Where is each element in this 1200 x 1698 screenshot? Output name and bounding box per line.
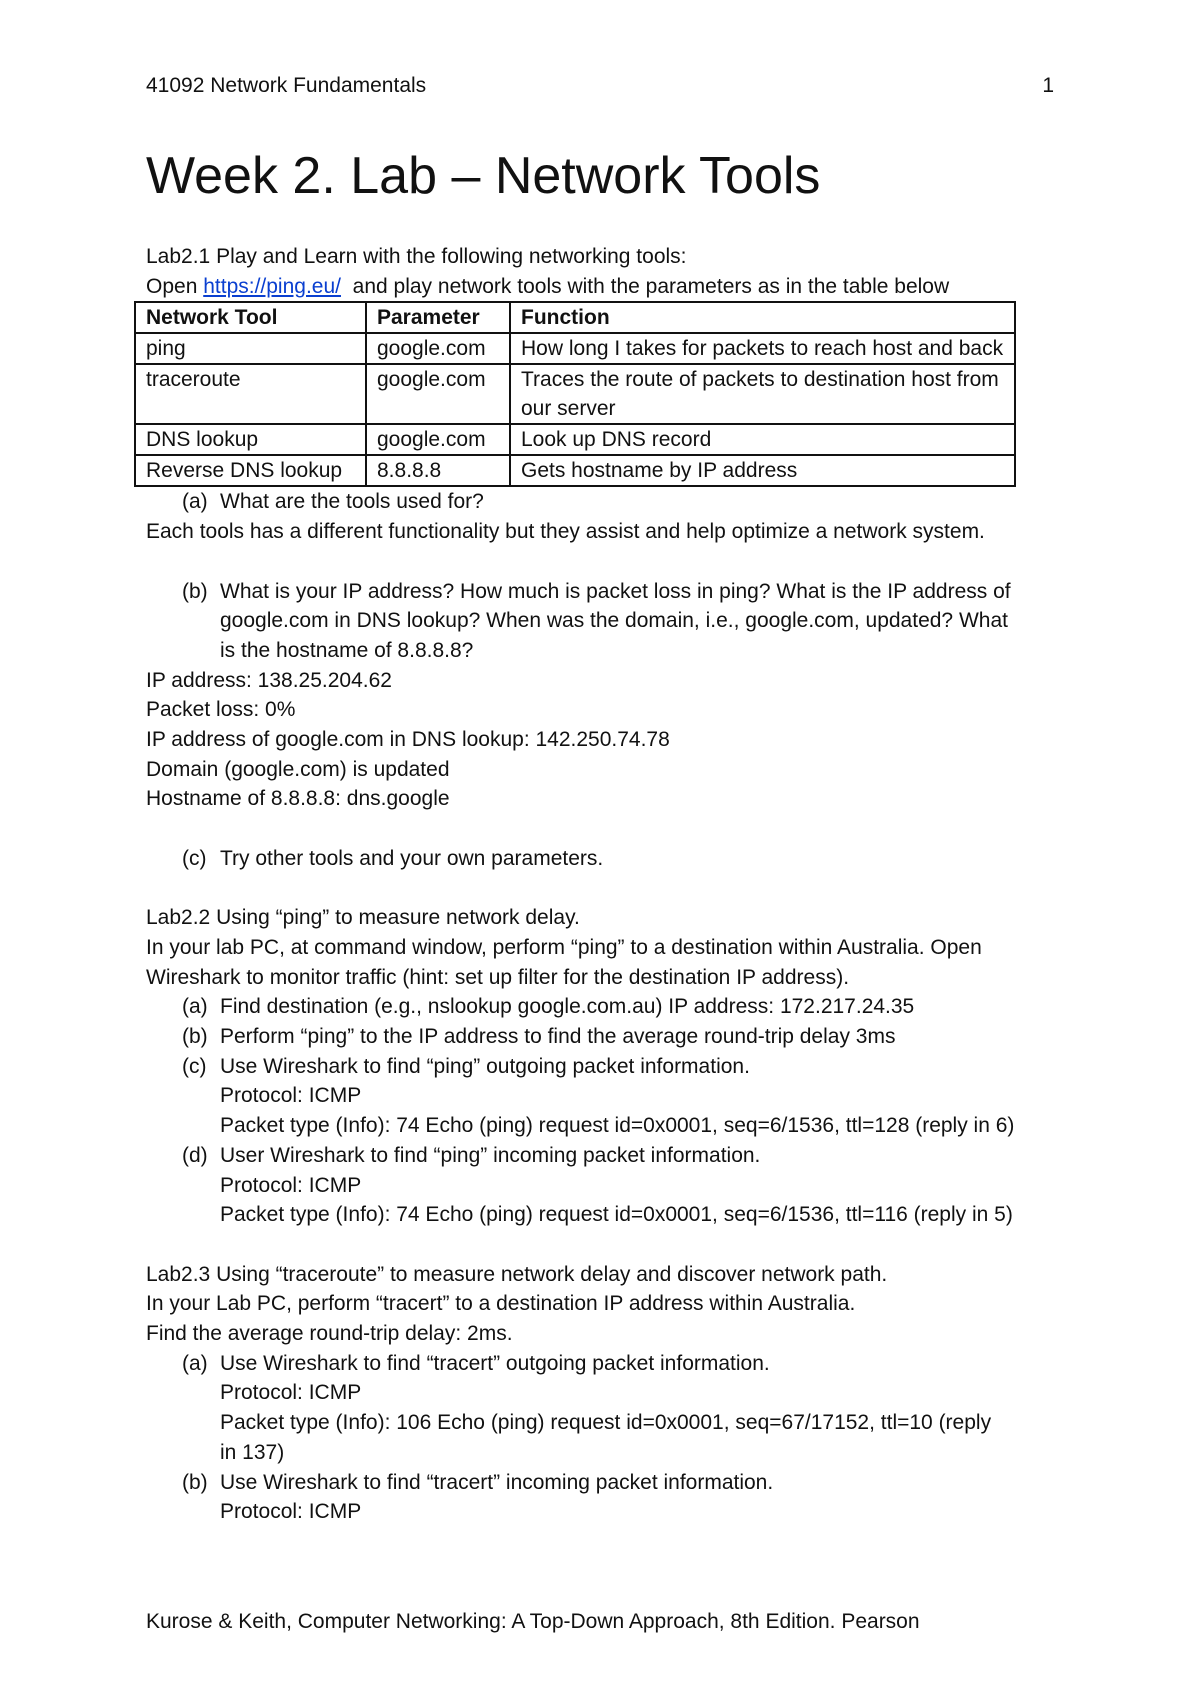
table-row: [135, 424, 1015, 455]
table-row: [135, 455, 1015, 486]
table-header-cell: Function: [510, 302, 1015, 333]
item-label: (d): [182, 1143, 208, 1167]
table-cell: Traces the route of packets to destination host from our server: [510, 364, 1015, 424]
table-cell: DNS lookup: [135, 424, 366, 455]
lab22-item-c: [146, 1052, 1066, 1082]
lab23-b-protocol: Protocol: ICMP: [220, 1500, 362, 1524]
lab22-c-packet: Packet type (Info): 74 Echo (ping) request id=0x0001, seq=6/1536, ttl=128 (reply in 6): [220, 1114, 1015, 1138]
table-row: [135, 364, 1015, 424]
item-text: User Wireshark to find “ping” incoming packet information.: [220, 1143, 761, 1167]
lab22-heading: Lab2.2 Using “ping” to measure network delay.: [146, 906, 580, 930]
table-cell: Gets hostname by IP address: [510, 455, 1015, 486]
table-cell: google.com: [366, 333, 510, 364]
document-body: [146, 242, 1066, 1527]
item-label: (c): [182, 1054, 207, 1078]
lab23-a-protocol: Protocol: ICMP: [220, 1381, 362, 1405]
lab23-heading: Lab2.3 Using “traceroute” to measure network delay and discover network path.: [146, 1262, 888, 1286]
page-title: Week 2. Lab – Network Tools: [146, 147, 821, 205]
table-cell: ping: [135, 333, 366, 364]
spacer: [146, 1230, 1066, 1260]
table-cell: traceroute: [135, 364, 366, 424]
page-footer: Kurose & Keith, Computer Networking: A Top-Down Approach, 8th Edition. Pearson: [146, 1610, 920, 1633]
table-cell: Look up DNS record: [510, 424, 1015, 455]
network-tools-table: [134, 301, 1016, 487]
open-suffix: and play network tools with the parameters as in the table below: [352, 274, 950, 298]
answer-a: Each tools has a different functionality but they assist and help optimize a network system.: [146, 520, 985, 544]
lab22-item-a: [146, 992, 1066, 1022]
item-text: Use Wireshark to find “tracert” incoming packet information.: [220, 1470, 774, 1494]
item-label: (a): [182, 490, 208, 514]
lab23-intro: In your Lab PC, perform “tracert” to a destination IP address within Australia.: [146, 1292, 856, 1316]
question-text: Try other tools and your own parameters.: [220, 846, 604, 870]
lab21-intro: Lab2.1 Play and Learn with the following networking tools:: [146, 245, 687, 268]
item-label: (a): [182, 1351, 208, 1375]
page-header: [146, 74, 1054, 104]
spacer: [146, 874, 1066, 904]
table-header-row: [135, 302, 1015, 333]
question-a: [146, 487, 1066, 517]
table-cell: How long I takes for packets to reach host and back: [510, 333, 1015, 364]
question-text-line: google.com in DNS lookup? When was the domain, i.e., google.com, updated? What: [220, 609, 1008, 633]
lab23-item-a: [146, 1349, 1066, 1379]
course-title: 41092 Network Fundamentals: [146, 74, 427, 97]
table-cell: google.com: [366, 424, 510, 455]
open-prefix: Open: [146, 274, 198, 298]
question-b: [146, 577, 1066, 666]
lab23-a-packet-cont: in 137): [220, 1440, 285, 1464]
lab23-item-b: [146, 1468, 1066, 1498]
item-label: (b): [182, 1470, 208, 1494]
table-header-cell: Network Tool: [135, 302, 366, 333]
answer-domain: Domain (google.com) is updated: [146, 757, 450, 781]
question-c: [146, 844, 1066, 874]
item-label: (a): [182, 995, 208, 1019]
spacer: [146, 547, 1066, 577]
item-text: Find destination (e.g., nslookup google.com.au) IP address: 172.217.24.35: [220, 995, 915, 1019]
table-cell: 8.8.8.8: [366, 455, 510, 486]
question-text: What are the tools used for?: [220, 490, 484, 514]
spacer: [146, 814, 1066, 844]
question-text-line: is the hostname of 8.8.8.8?: [220, 638, 474, 662]
lab22-item-b: [146, 1022, 1066, 1052]
table-header-cell: Parameter: [366, 302, 510, 333]
table-cell: google.com: [366, 364, 510, 424]
item-text: Perform “ping” to the IP address to find the average round-trip delay 3ms: [220, 1025, 896, 1049]
item-text: Use Wireshark to find “ping” outgoing packet information.: [220, 1054, 750, 1078]
lab22-c-protocol: Protocol: ICMP: [220, 1084, 362, 1108]
lab22-intro: In your lab PC, at command window, perform “ping” to a destination within Australia. Open: [146, 935, 982, 959]
answer-hostname: Hostname of 8.8.8.8: dns.google: [146, 787, 450, 811]
item-label: (c): [182, 846, 207, 870]
answer-packet-loss: Packet loss: 0%: [146, 698, 296, 722]
lab22-intro: Wireshark to monitor traffic (hint: set up filter for the destination IP address).: [146, 965, 850, 989]
lab23-a-packet: Packet type (Info): 106 Echo (ping) request id=0x0001, seq=67/17152, ttl=10 (reply: [220, 1411, 992, 1435]
table-cell: Reverse DNS lookup: [135, 455, 366, 486]
item-label: (b): [182, 1025, 208, 1049]
item-text: Use Wireshark to find “tracert” outgoing packet information.: [220, 1351, 770, 1375]
item-label: (b): [182, 579, 208, 603]
question-text-line: What is your IP address? How much is packet loss in ping? What is the IP address of: [220, 579, 1011, 603]
lab21-open-line: [146, 272, 1066, 302]
ping-eu-link[interactable]: https://ping.eu/: [203, 274, 341, 298]
answer-dns-ip: IP address of google.com in DNS lookup: 142.250.74.78: [146, 728, 670, 752]
lab23-intro: Find the average round-trip delay: 2ms.: [146, 1322, 513, 1346]
lab22-item-d: [146, 1141, 1066, 1171]
lab22-d-protocol: Protocol: ICMP: [220, 1173, 362, 1197]
lab22-d-packet: Packet type (Info): 74 Echo (ping) request id=0x0001, seq=6/1536, ttl=116 (reply in 5): [220, 1203, 1013, 1227]
page-number: 1: [1042, 74, 1054, 97]
answer-ip-address: IP address: 138.25.204.62: [146, 668, 392, 692]
table-row: [135, 333, 1015, 364]
